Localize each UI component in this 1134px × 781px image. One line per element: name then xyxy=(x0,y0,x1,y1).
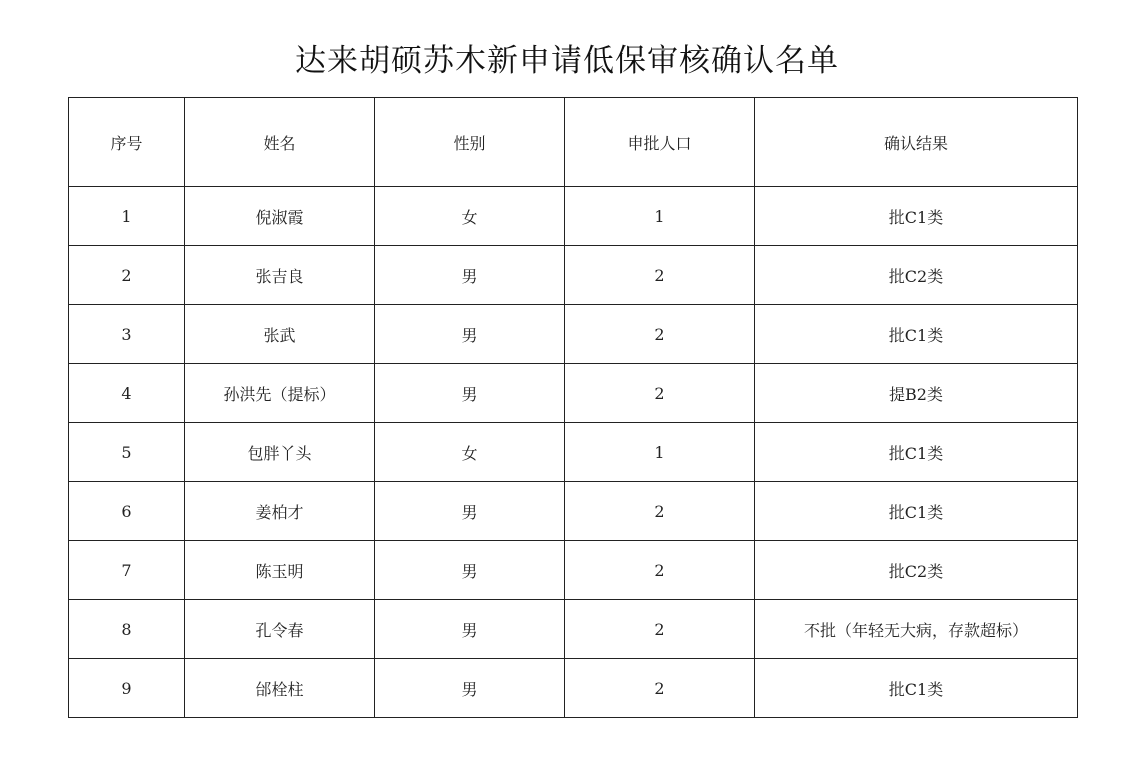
header-name: 姓名 xyxy=(185,98,375,187)
document-title: 达来胡硕苏木新申请低保审核确认名单 xyxy=(295,43,839,79)
cell-gender: 男 xyxy=(375,364,565,423)
header-gender: 性别 xyxy=(375,98,565,187)
cell-serial-number: 6 xyxy=(69,482,185,541)
table-row xyxy=(69,423,1078,482)
header-result: 确认结果 xyxy=(755,98,1078,187)
cell-name: 张吉良 xyxy=(185,246,375,305)
cell-serial-number: 4 xyxy=(69,364,185,423)
cell-serial-number: 8 xyxy=(69,600,185,659)
table-row xyxy=(69,482,1078,541)
cell-name: 包胖丫头 xyxy=(185,423,375,482)
cell-serial-number: 9 xyxy=(69,659,185,718)
header-household-size: 申批人口 xyxy=(565,98,755,187)
table-row xyxy=(69,541,1078,600)
cell-gender: 男 xyxy=(375,541,565,600)
cell-name: 孙洪先（提标） xyxy=(185,364,375,423)
cell-result: 批C1类 xyxy=(755,482,1078,541)
table-row xyxy=(69,364,1078,423)
cell-name: 孔令春 xyxy=(185,600,375,659)
cell-household-size: 2 xyxy=(565,541,755,600)
cell-serial-number: 7 xyxy=(69,541,185,600)
cell-gender: 男 xyxy=(375,246,565,305)
cell-gender: 男 xyxy=(375,305,565,364)
table-row xyxy=(69,187,1078,246)
cell-name: 邰栓柱 xyxy=(185,659,375,718)
cell-serial-number: 1 xyxy=(69,187,185,246)
cell-result: 批C2类 xyxy=(755,541,1078,600)
cell-gender: 女 xyxy=(375,187,565,246)
cell-result: 批C1类 xyxy=(755,659,1078,718)
cell-result: 提B2类 xyxy=(755,364,1078,423)
cell-serial-number: 3 xyxy=(69,305,185,364)
cell-serial-number: 5 xyxy=(69,423,185,482)
table-row xyxy=(69,659,1078,718)
cell-serial-number: 2 xyxy=(69,246,185,305)
cell-gender: 男 xyxy=(375,482,565,541)
cell-result: 批C2类 xyxy=(755,246,1078,305)
cell-result: 不批（年轻无大病，存款超标） xyxy=(755,600,1078,659)
cell-gender: 女 xyxy=(375,423,565,482)
table-row xyxy=(69,305,1078,364)
table-row xyxy=(69,600,1078,659)
cell-household-size: 2 xyxy=(565,364,755,423)
cell-household-size: 2 xyxy=(565,482,755,541)
cell-household-size: 1 xyxy=(565,187,755,246)
cell-result: 批C1类 xyxy=(755,305,1078,364)
cell-name: 陈玉明 xyxy=(185,541,375,600)
cell-gender: 男 xyxy=(375,659,565,718)
cell-household-size: 1 xyxy=(565,423,755,482)
cell-household-size: 2 xyxy=(565,305,755,364)
cell-household-size: 2 xyxy=(565,659,755,718)
cell-name: 张武 xyxy=(185,305,375,364)
cell-result: 批C1类 xyxy=(755,187,1078,246)
cell-name: 姜柏才 xyxy=(185,482,375,541)
table-row xyxy=(69,246,1078,305)
approval-table xyxy=(68,97,1078,718)
cell-gender: 男 xyxy=(375,600,565,659)
cell-household-size: 2 xyxy=(565,600,755,659)
header-serial-number: 序号 xyxy=(69,98,185,187)
cell-name: 倪淑霞 xyxy=(185,187,375,246)
header-row xyxy=(69,98,1078,187)
cell-household-size: 2 xyxy=(565,246,755,305)
cell-result: 批C1类 xyxy=(755,423,1078,482)
